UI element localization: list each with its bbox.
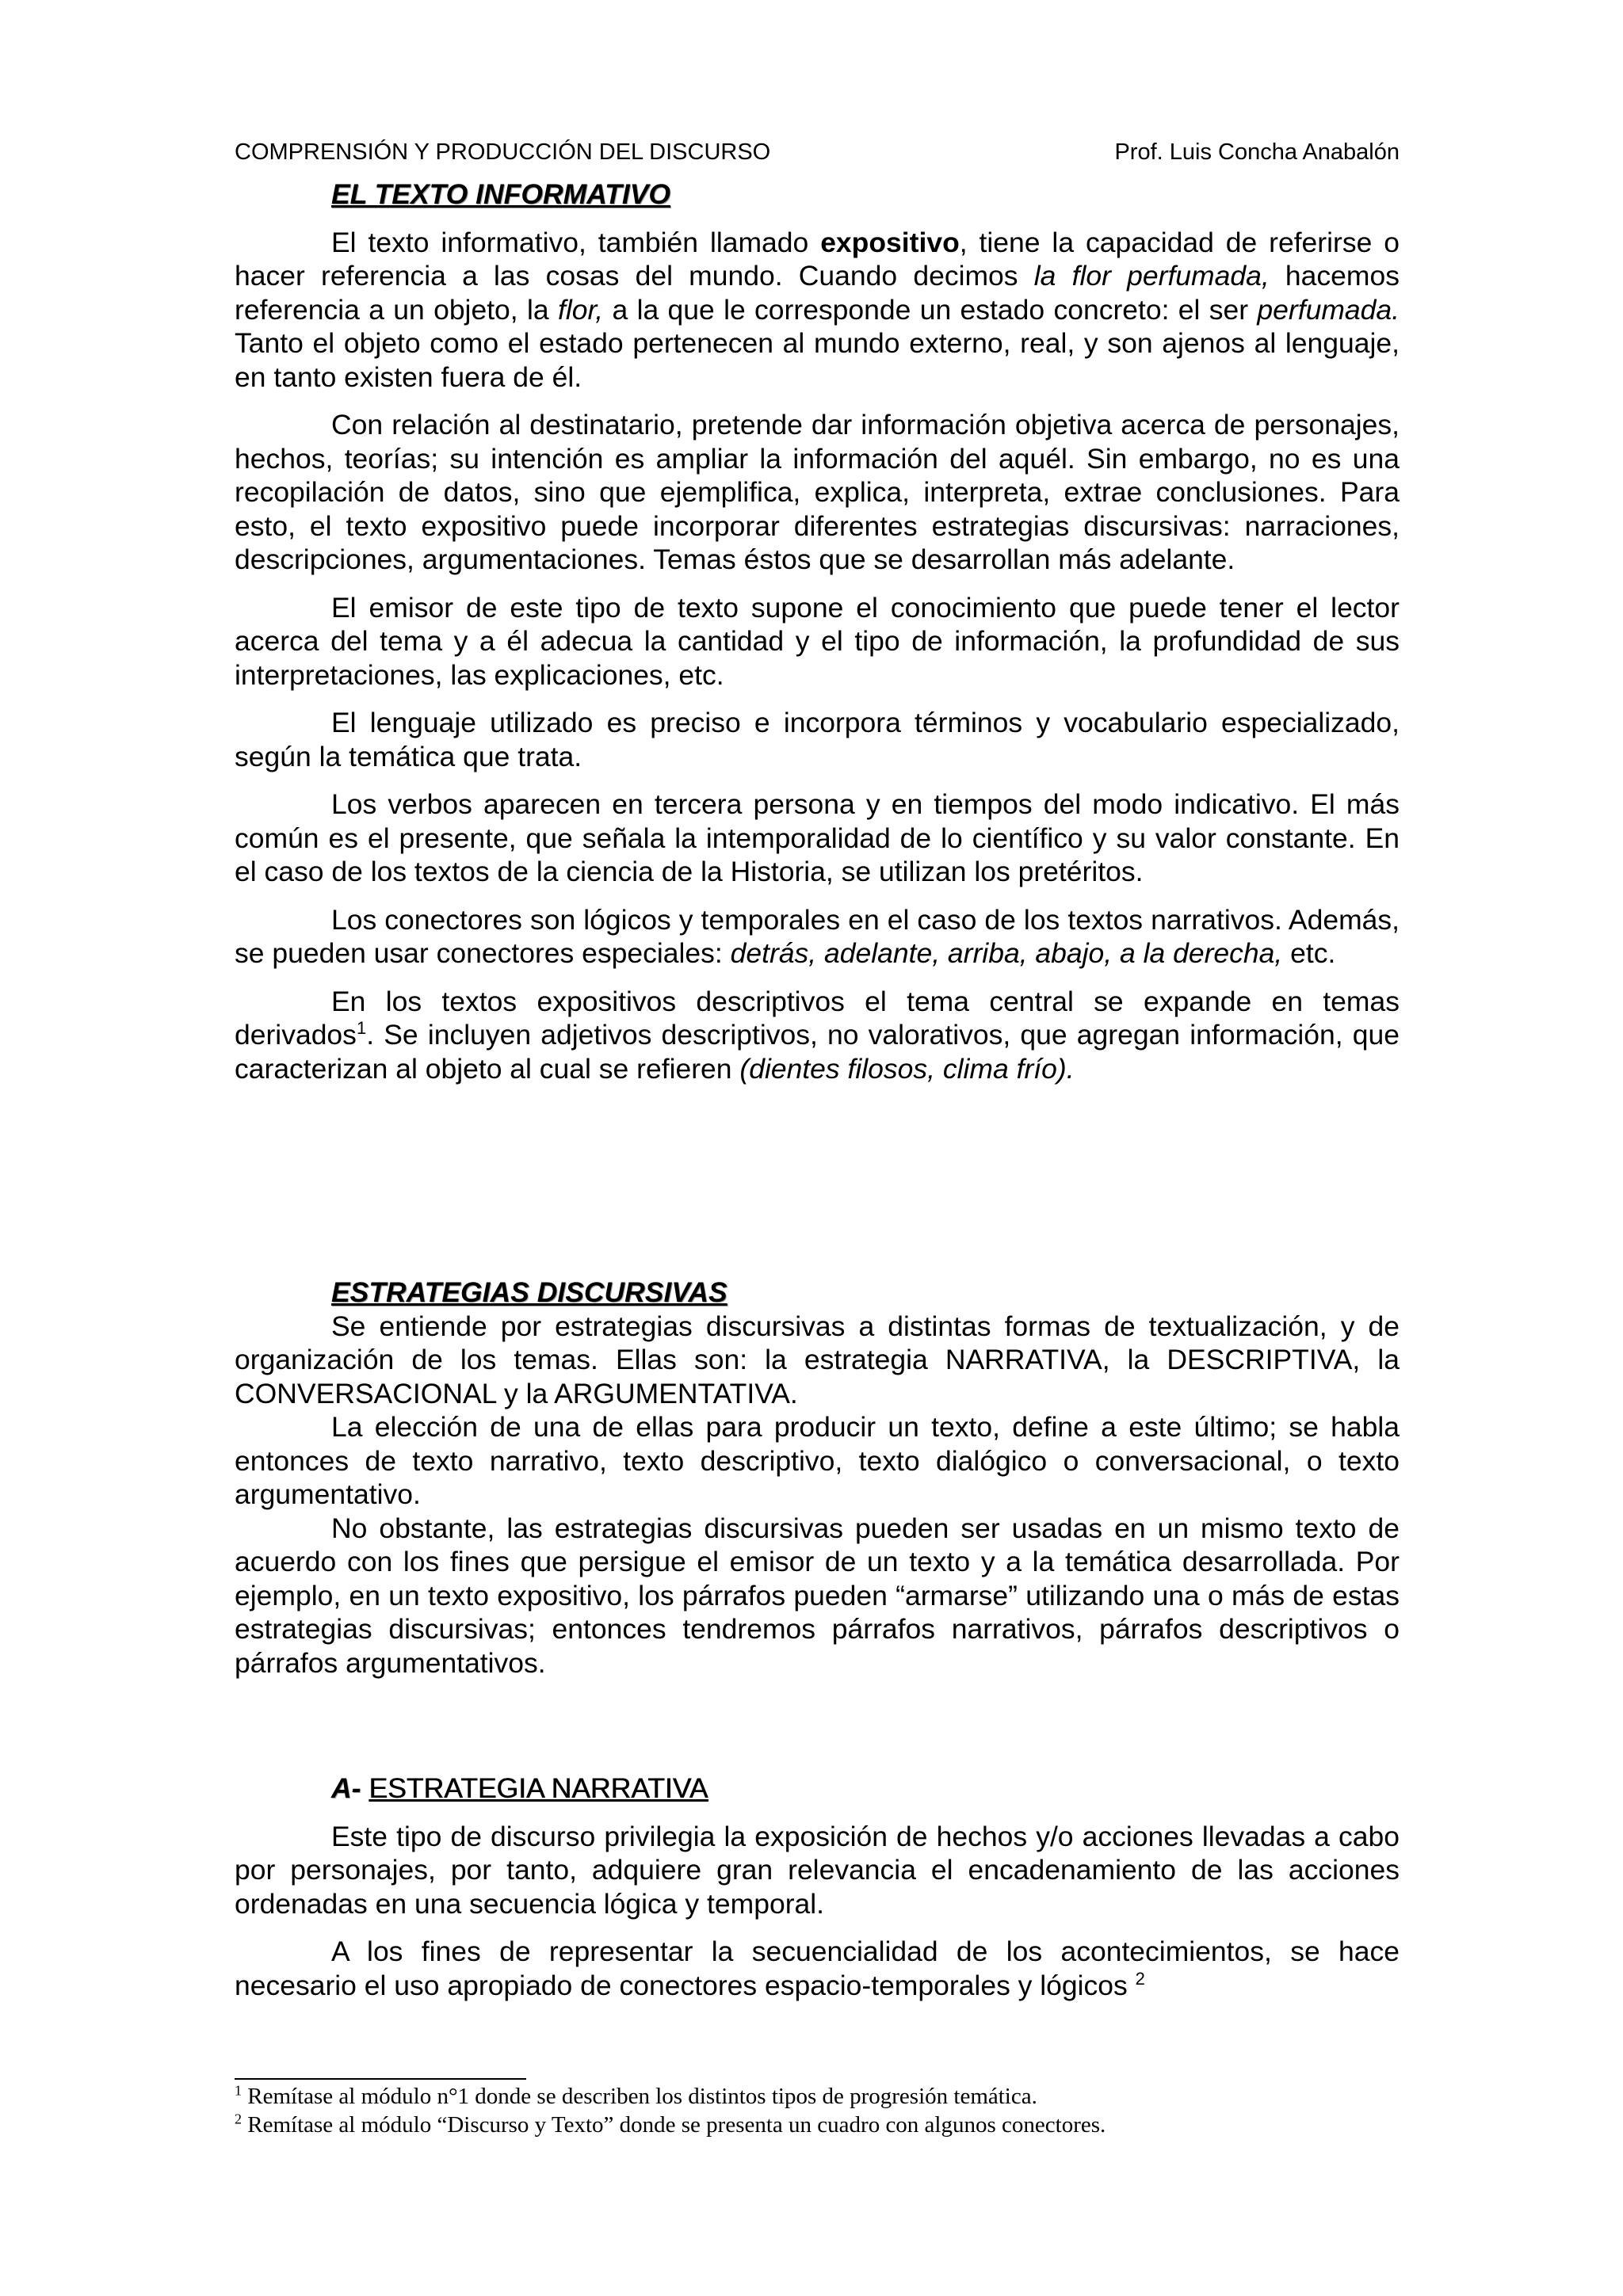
paragraph: Los conectores son lógicos y temporales en el caso de los textos narrativos. Además, se pueden usar conectores especiales: detrás, adelante, arriba, abajo, a la derecha, etc. — [235, 903, 1400, 969]
section-estrategias-discursivas — [235, 1276, 1400, 1680]
paragraph: Con relación al destinatario, pretende dar información objetiva acerca de personajes, hechos, teorías; su intención es ampliar la información del aquél. Sin embargo, no es una recopilación de datos, sino que ejemplifica, explica, interpreta, extrae conclusiones. Para esto, el texto expositivo puede incorporar diferentes estrategias discursivas: narraciones, descripciones, argumentaciones. Temas éstos que se desarrollan más adelante. — [235, 409, 1400, 575]
page-header — [235, 139, 1400, 171]
paragraph: Se entiende por estrategias discursivas a distintas formas de textualización, y de organización de los temas. Ellas son: la estrategia NARRATIVA, la DESCRIPTIVA, la CONVERSACIONAL y la ARGUMENTATIVA. — [235, 1310, 1400, 1409]
paragraph: A los fines de representar la secuencialidad de los acontecimientos, se hace necesario el uso apropiado de conectores espacio-temporales y lógicos $^2$ — [235, 1936, 1400, 2001]
footnote: $^1$ Remítase al módulo n°1 donde se describen los distintos tipos de progresión temática. — [235, 2082, 1037, 2109]
paragraph: Los verbos aparecen en tercera persona y en tiempos del modo indicativo. El más común es el presente, que señala la intemporalidad de lo científico y su valor constante. En el caso de los textos de la ciencia de la Historia, se utilizan los pretéritos. — [235, 788, 1400, 887]
footnote: $^2$ Remítase al módulo “Discurso y Texto” donde se presenta un cuadro con algunos conectores. — [235, 2111, 1106, 2138]
paragraph: El emisor de este tipo de texto supone el conocimiento que puede tener el lector acerca del tema y a él adecua la cantidad y el tipo de información, la profundidad de sus interpretaciones, las explicaciones, etc. — [235, 591, 1400, 691]
paragraph: Este tipo de discurso privilegia la exposición de hechos y/o acciones llevadas a cabo por personajes, por tanto, adquiere gran relevancia el encadenamiento de las acciones ordenadas en una secuencia lógica y temporal. — [235, 1820, 1400, 1920]
section-heading: ESTRATEGIA NARRATIVA — [369, 1772, 708, 1804]
section-letter: A- — [331, 1772, 361, 1804]
footnote-ref: 2 — [1135, 1968, 1145, 1989]
paragraph: La elección de una de ellas para producir un texto, define a este último; se habla entonces de texto narrativo, texto descriptivo, texto dialógico o conversacional, o texto argumentativo. — [235, 1411, 1400, 1510]
section-title: EL TEXTO INFORMATIVO — [331, 178, 670, 210]
footnotes — [235, 2082, 1400, 2139]
paragraph: El lenguaje utilizado es preciso e incorpora términos y vocabulario especializado, según la temática que trata. — [235, 707, 1400, 772]
section-title: ESTRATEGIAS DISCURSIVAS — [331, 1276, 727, 1308]
paragraph: En los textos expositivos descriptivos el tema central se expande en temas derivados$^1$. Se incluyen adjetivos descriptivos, no valorativos, que agregan información, que caracterizan al objeto al cual se refieren (dientes filosos, clima frío). — [235, 985, 1400, 1085]
footnote-ref: 1 — [356, 1018, 367, 1039]
paragraph: No obstante, las estrategias discursivas pueden ser usadas en un mismo texto de acuerdo con los fines que persigue el emisor de un texto y a la temática desarrollada. Por ejemplo, en un texto expositivo, los párrafos pueden “armarse” utilizando una o más de estas estrategias discursivas; entonces tendremos párrafos narrativos, párrafos descriptivos o párrafos argumentativos. — [235, 1512, 1400, 1679]
section-texto-informativo — [235, 177, 1400, 1085]
footnote-divider — [235, 2078, 526, 2080]
section-title — [235, 1772, 1400, 1806]
section-estrategia-narrativa — [235, 1772, 1400, 2002]
professor-name: Prof. Luis Concha Anabalón — [1114, 139, 1400, 165]
course-title: COMPRENSIÓN Y PRODUCCIÓN DEL DISCURSO — [235, 139, 771, 165]
paragraph: El texto informativo, también llamado expositivo, tiene la capacidad de referirse o hacer referencia a las cosas del mundo. Cuando decimos la flor perfumada, hacemos referencia a un objeto, la flor, a la que le corresponde un estado concreto: el ser perfumada. Tanto el objeto como el estado pertenecen al mundo externo, real, y son ajenos al lenguaje, en tanto existen fuera de él. — [235, 226, 1400, 393]
